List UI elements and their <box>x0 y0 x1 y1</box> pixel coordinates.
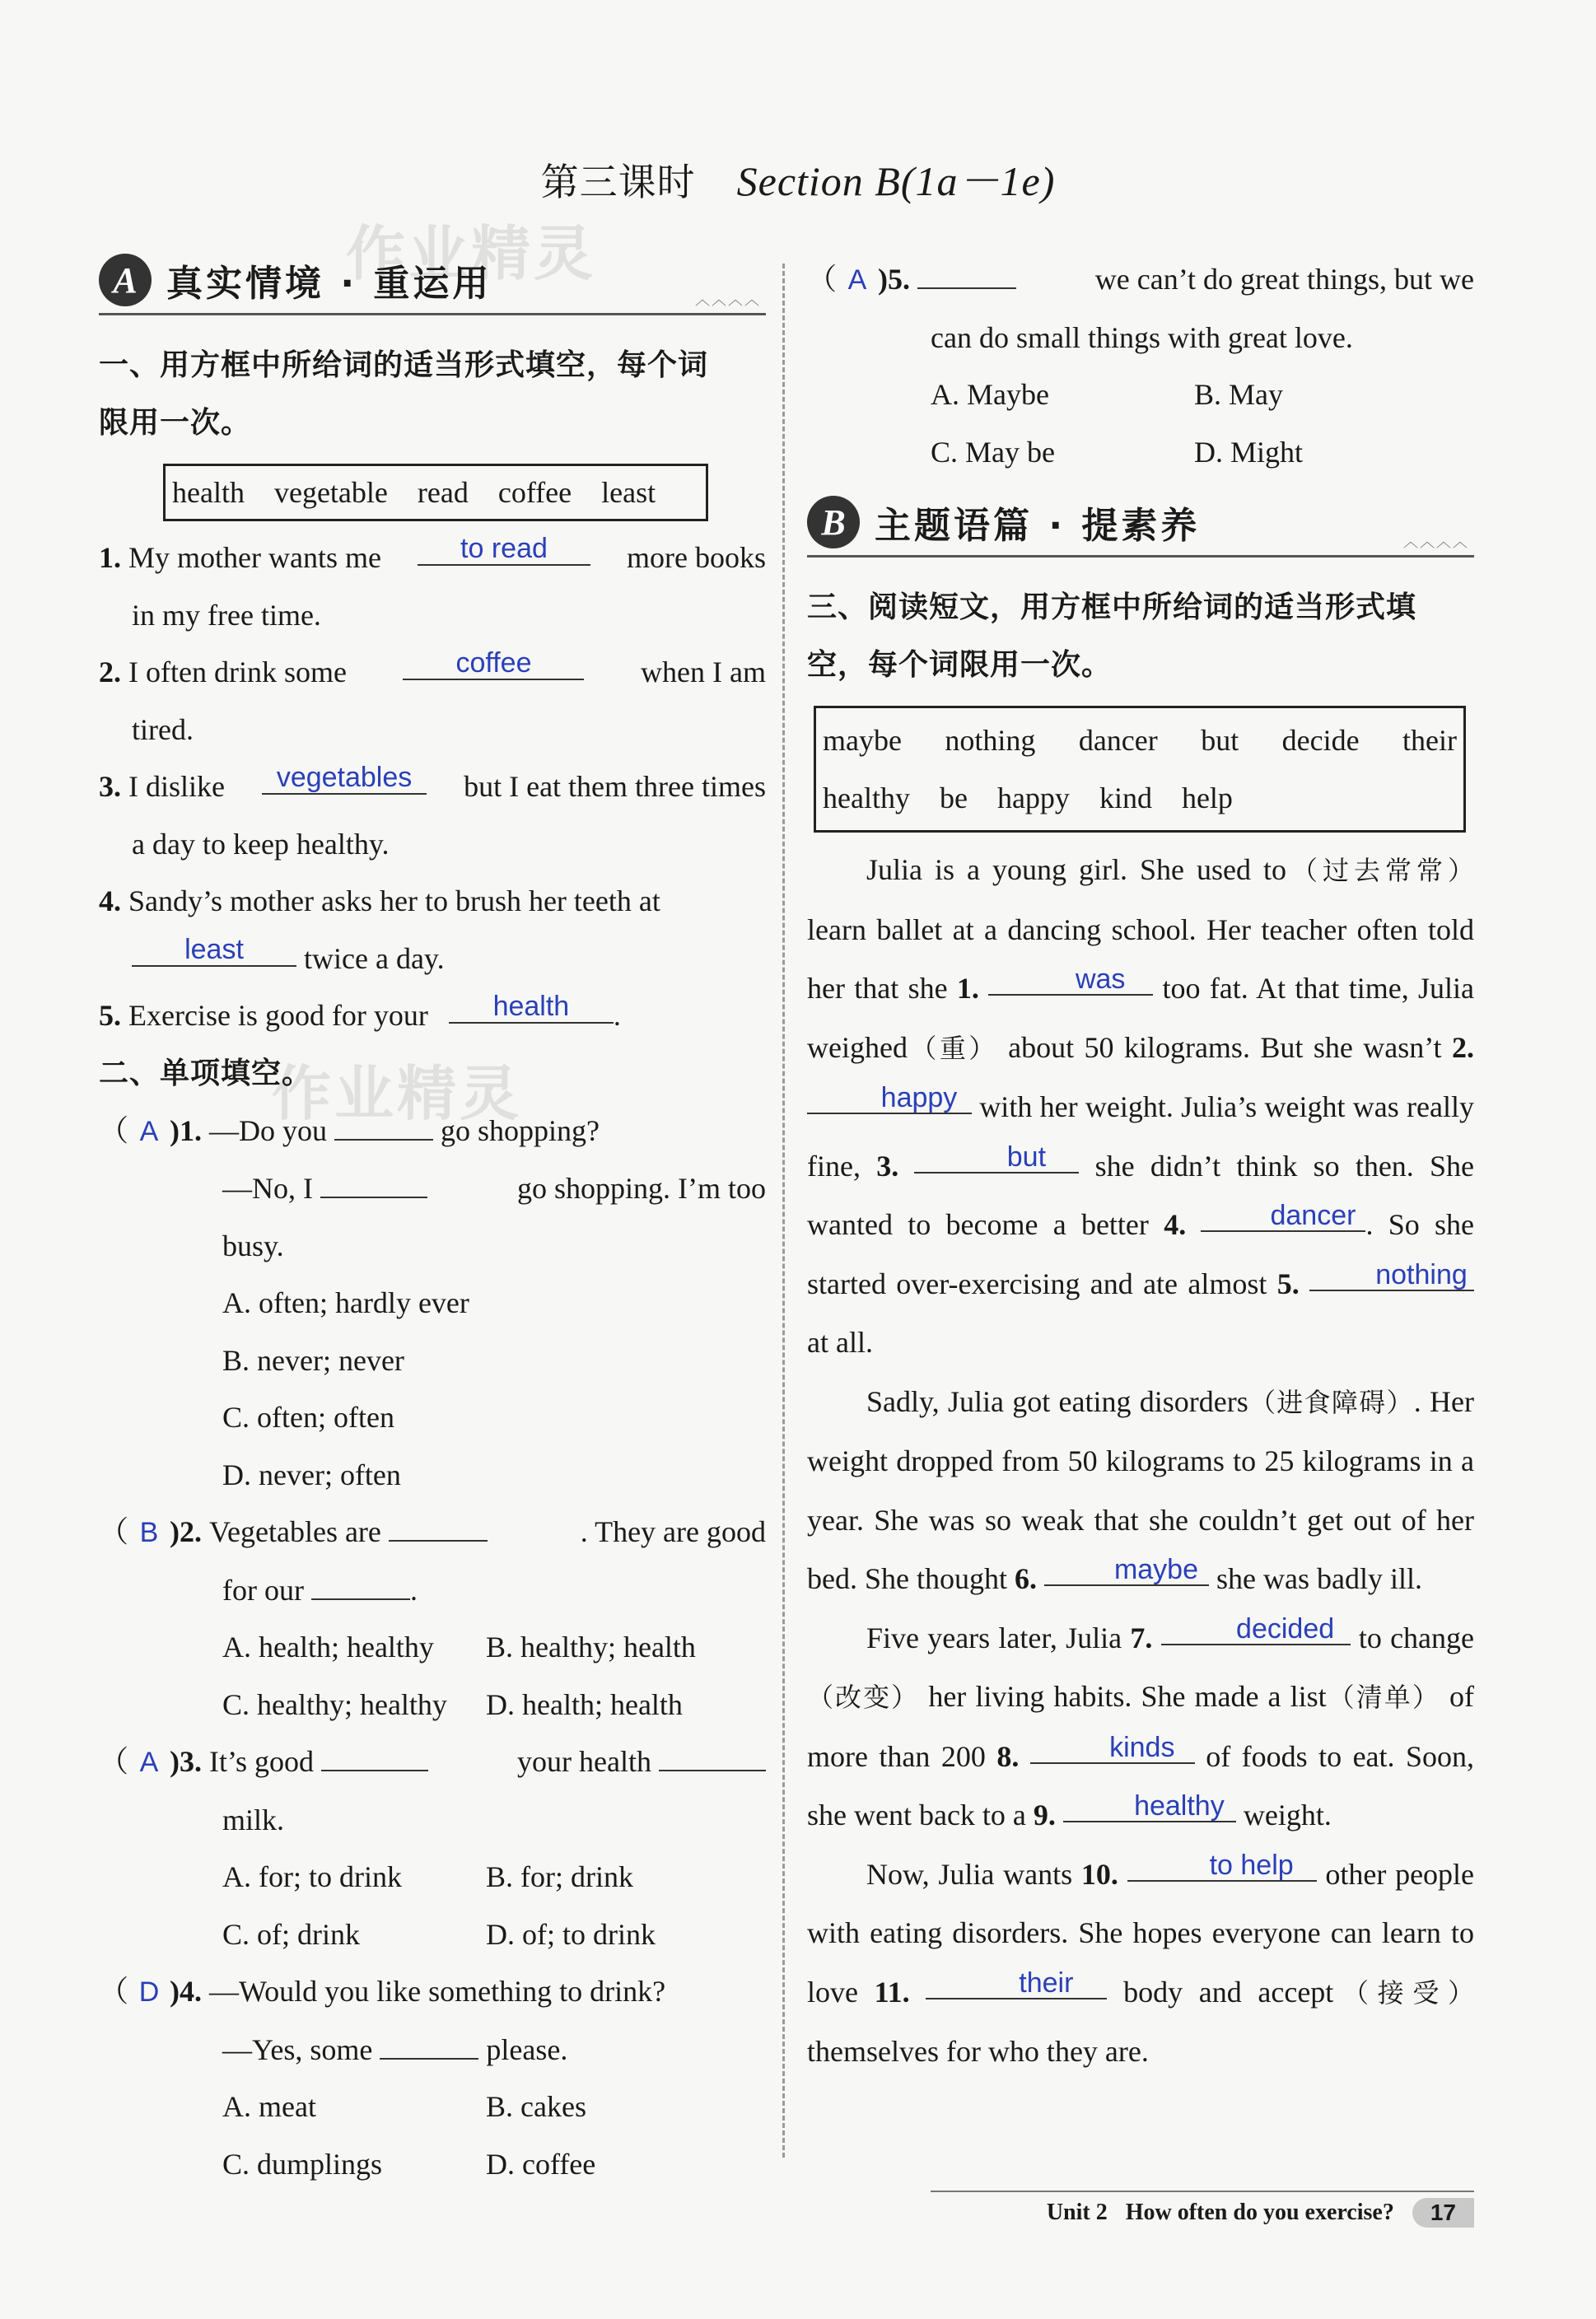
answer-blank-11[interactable] <box>926 1963 1107 1999</box>
question-text: I often drink some <box>128 656 347 688</box>
answer-blank[interactable] <box>380 2023 478 2060</box>
fill-question-3 <box>99 758 766 873</box>
fill-question-5 <box>99 987 766 1045</box>
word: coffee <box>497 476 572 509</box>
passage-paragraph-2 <box>807 1373 1474 1609</box>
passage-text: weight. <box>1243 1799 1332 1831</box>
option[interactable]: A. for; to drink <box>222 1860 402 1893</box>
word: health <box>172 476 245 509</box>
question-text: Sandy’s mother asks her to brush her teeth at <box>128 884 660 917</box>
mc-question-5: （ A )5. we can’t do great things, but we can do small things with great love. A. Maybe B. May C. May be D. Might <box>807 251 1474 481</box>
handwritten-answer: to help <box>1209 1849 1294 1881</box>
answer-blank-8[interactable] <box>1030 1728 1195 1764</box>
answer-blank-10[interactable] <box>1127 1845 1317 1882</box>
gloss: （接受） <box>1333 1976 1475 2009</box>
blank-number: 11. <box>874 1975 910 2009</box>
answer-blank[interactable] <box>403 644 584 680</box>
option[interactable]: C. of; drink <box>222 1917 360 1951</box>
handwritten-choice[interactable]: D <box>138 1976 160 2008</box>
option[interactable]: A. meat <box>222 2090 316 2123</box>
question-text: can do small things with great love. <box>931 320 1353 354</box>
word: dancer <box>1078 724 1158 757</box>
question-number: 4. <box>99 884 121 917</box>
handwritten-answer: was <box>1075 964 1126 995</box>
word: happy <box>996 782 1070 814</box>
handwritten-answer: to read <box>460 533 548 564</box>
question-text: go shopping. I’m too <box>517 1172 766 1205</box>
answer-blank-6[interactable] <box>1044 1550 1209 1586</box>
answer-blank[interactable] <box>389 1505 488 1542</box>
blank-number: 6. <box>1014 1562 1037 1595</box>
passage-text: Julia is a young girl. She used to <box>866 853 1286 886</box>
question-number: 5. <box>99 999 121 1032</box>
blank-number: 3. <box>876 1149 899 1183</box>
fill-question-1 <box>99 530 766 644</box>
section-b-banner <box>807 489 1474 558</box>
question-text: please. <box>486 2032 568 2066</box>
answer-blank[interactable] <box>334 1104 433 1141</box>
answer-blank-7[interactable] <box>1161 1609 1351 1645</box>
answer-blank[interactable] <box>418 530 590 566</box>
fill-question-4 <box>99 873 766 987</box>
question-number: 3. <box>99 770 121 803</box>
option[interactable]: C. healthy; healthy <box>222 1687 447 1721</box>
question-text: go shopping? <box>441 1113 600 1147</box>
mc-question-3: （ A )3. It’s good your health milk. A. for; to drink B. for; drink C. of; drink D. of; to drink <box>99 1733 766 1963</box>
handwritten-answer: their <box>1019 1967 1074 1999</box>
handwritten-answer: but <box>1006 1141 1047 1173</box>
column-divider <box>782 264 785 2158</box>
blank-number: 10. <box>1080 1857 1118 1891</box>
answer-blank[interactable] <box>132 931 296 967</box>
handwritten-answer: least <box>184 933 244 965</box>
blank-number: 1. <box>956 972 979 1005</box>
page-title <box>0 148 1596 208</box>
handwritten-answer: coffee <box>455 647 532 679</box>
watermark: 作业精灵 <box>272 1059 523 1128</box>
option[interactable]: C. May be <box>931 435 1055 469</box>
lesson-title-en: Section B(1a－1e) <box>736 158 1056 204</box>
passage-text: themselves for who they are. <box>807 2035 1149 2068</box>
handwritten-choice[interactable]: B <box>139 1517 159 1548</box>
answer-blank[interactable] <box>659 1735 766 1771</box>
gloss: （改变） <box>807 1682 920 1713</box>
page-number: 17 <box>1412 2198 1474 2228</box>
question-number: 1. <box>99 541 121 574</box>
question-text: My mother wants me <box>128 541 381 574</box>
option[interactable]: D. coffee <box>486 2147 596 2181</box>
option[interactable]: B. healthy; health <box>486 1631 696 1663</box>
part1-heading <box>99 337 766 452</box>
handwritten-answer: vegetables <box>276 762 413 793</box>
word: healthy <box>823 782 910 814</box>
watermark: 作业精灵 <box>346 219 597 288</box>
question-text: . They are good <box>580 1515 766 1548</box>
question-text: when I am <box>641 656 766 688</box>
option[interactable]: C. dumplings <box>222 2147 383 2181</box>
passage-paragraph-1 <box>807 841 1474 1373</box>
question-text: Exercise is good for your <box>128 999 428 1032</box>
answer-blank-1[interactable] <box>988 959 1153 996</box>
word: their <box>1402 724 1457 757</box>
question-text: . <box>409 1573 418 1607</box>
question-number: )5. <box>878 263 911 296</box>
passage-text: too fat. At that time, Julia weighed <box>807 972 1474 1064</box>
question-text: . <box>613 999 621 1032</box>
option[interactable]: B. May <box>1194 378 1283 411</box>
question-text: in my free time. <box>132 598 321 632</box>
word: be <box>939 782 968 814</box>
question-text: —No, I <box>222 1172 313 1205</box>
answer-blank[interactable] <box>917 253 1016 289</box>
mc-question-2: （ B )2. Vegetables are . They are good for our . A. health; healthy B. healthy; health C. healthy; healthy D. health; health <box>99 1504 766 1733</box>
answer-blank[interactable] <box>449 987 614 1024</box>
question-text: —Would you like something to drink? <box>209 1975 666 2008</box>
section-a-badge: A <box>99 254 152 306</box>
word: nothing <box>945 724 1036 757</box>
word: help <box>1181 782 1233 814</box>
page-footer <box>931 2191 1474 2233</box>
question-text: Vegetables are <box>209 1515 381 1548</box>
question-text: your health <box>517 1745 651 1778</box>
answer-blank-3[interactable] <box>914 1137 1079 1173</box>
handwritten-answer: health <box>492 991 570 1022</box>
right-column <box>807 251 1474 2082</box>
blank-number: 7. <box>1130 1621 1153 1654</box>
passage-paragraph-4 <box>807 1845 1474 2082</box>
option[interactable]: B. cakes <box>486 2090 586 2123</box>
passage-text: . Her weight dropped from 50 kilograms to 25 kilograms in a year. She was so weak that she couldn’t get out of her bed. She thought <box>807 1384 1474 1595</box>
footer-title: How often do you exercise? <box>1125 2200 1394 2225</box>
handwritten-answer: happy <box>880 1082 958 1113</box>
option[interactable]: A. often; hardly ever <box>222 1286 469 1319</box>
passage-text: body and accept <box>1123 1975 1334 2009</box>
part2-heading: 二、单项填空。 <box>99 1056 313 1090</box>
answer-blank[interactable] <box>320 1162 427 1198</box>
passage-text: her living habits. She made a list <box>928 1680 1327 1713</box>
handwritten-choice[interactable]: A <box>139 1747 159 1778</box>
blank-number: 8. <box>996 1739 1020 1773</box>
option[interactable]: B. never; never <box>222 1343 404 1377</box>
left-column <box>99 247 766 2193</box>
word-box-1 <box>163 464 708 521</box>
passage-text: of more than 200 <box>807 1680 1474 1773</box>
handwritten-answer: dancer <box>1270 1200 1356 1231</box>
passage-text: she didn’t think so then. She wanted to become a better <box>807 1149 1475 1241</box>
question-text: we can’t do great things, but we <box>1094 263 1474 296</box>
question-text: —Do you <box>209 1113 328 1147</box>
passage-text: to change <box>1358 1621 1475 1654</box>
answer-blank[interactable] <box>321 1735 428 1771</box>
question-text: It’s good <box>209 1745 315 1778</box>
handwritten-answer: kinds <box>1109 1731 1175 1763</box>
section-a-label: 真实情境 · 重运用 <box>166 263 492 305</box>
passage-text: with her weight. Julia’s weight was really fine, <box>807 1090 1475 1183</box>
answer-blank[interactable] <box>262 758 427 795</box>
word: decide <box>1281 724 1360 757</box>
passage-text: about 50 kilograms. But she wasn’t <box>1008 1030 1442 1064</box>
option[interactable]: D. Might <box>1194 435 1304 469</box>
question-number: )4. <box>170 1975 203 2008</box>
option[interactable]: D. never; often <box>222 1458 401 1491</box>
handwritten-choice[interactable]: A <box>139 1115 159 1147</box>
handwritten-answer: decided <box>1236 1612 1335 1645</box>
handwritten-answer: maybe <box>1113 1554 1199 1585</box>
handwritten-choice[interactable]: A <box>847 264 867 296</box>
passage-text: of foods to eat. Soon, she went back to a <box>807 1739 1474 1831</box>
passage-text: . So she started over-exercising and ate almost <box>807 1208 1475 1300</box>
question-text: more books <box>627 541 766 574</box>
question-number: )2. <box>170 1515 203 1548</box>
blank-number: 5. <box>1276 1267 1300 1300</box>
option[interactable]: A. Maybe <box>931 378 1049 411</box>
passage-text: learn ballet at a dancing school. Her teacher often told her that she <box>807 912 1474 1005</box>
gloss: （重） <box>907 1032 998 1064</box>
question-text: tired. <box>132 712 194 746</box>
question-number: )1. <box>170 1113 203 1147</box>
section-b-label: 主题语篇 · 提素养 <box>875 505 1201 547</box>
passage-text: Now, Julia wants <box>866 1857 1073 1891</box>
word: kind <box>1099 782 1152 814</box>
gloss: （进食障碍） <box>1248 1386 1414 1418</box>
word: read <box>417 476 469 509</box>
blank-number: 2. <box>1452 1030 1474 1064</box>
question-text: for our <box>222 1573 304 1607</box>
answer-blank-5[interactable] <box>1309 1255 1474 1291</box>
part3-heading <box>807 579 1474 694</box>
question-text: busy. <box>222 1229 284 1262</box>
option[interactable]: A. health; healthy <box>222 1631 434 1663</box>
word: but <box>1201 724 1239 757</box>
part1-heading-line2: 限用一次。 <box>99 406 252 440</box>
question-text: twice a day. <box>304 941 445 975</box>
option[interactable]: D. of; to drink <box>486 1917 656 1951</box>
part1-heading-line1: 一、用方框中所给词的适当形式填空，每个词 <box>99 348 709 382</box>
lesson-title-cn: 第三课时 <box>540 160 696 204</box>
banner-ticks-icon: ︿︿︿︿ <box>695 292 761 308</box>
answer-blank-2[interactable] <box>807 1078 972 1114</box>
option[interactable]: D. health; health <box>486 1687 683 1721</box>
passage-text: Five years later, Julia <box>866 1621 1122 1654</box>
word-box-2 <box>814 706 1466 833</box>
answer-blank-9[interactable] <box>1063 1786 1236 1822</box>
word: least <box>601 476 656 509</box>
blank-number: 4. <box>1164 1208 1187 1241</box>
word: maybe <box>823 724 902 757</box>
part3-heading-line1: 三、阅读短文，用方框中所给词的适当形式填 <box>807 590 1417 624</box>
handwritten-answer: healthy <box>1134 1790 1225 1822</box>
question-text: a day to keep healthy. <box>132 827 390 861</box>
section-b-badge: B <box>807 496 860 548</box>
mc-question-1: （ A )1. —Do you go shopping? —No, I go shopping. I’m too busy. A. often; hardly ever B. never; never C. often; often D. never; often <box>99 1103 766 1505</box>
passage-text: at all. <box>807 1326 873 1359</box>
blank-number: 9. <box>1033 1799 1056 1831</box>
part3-heading-line2: 空，每个词限用一次。 <box>807 648 1113 682</box>
question-text: —Yes, some <box>222 2032 373 2066</box>
mc-question-4: （ D )4. —Would you like something to drink? —Yes, some please. A. meat B. cakes C. dumplings D. coffee <box>99 1963 766 2193</box>
word: vegetable <box>273 476 388 509</box>
question-number: 2. <box>99 656 121 688</box>
option[interactable]: B. for; drink <box>486 1860 633 1893</box>
section-a-banner <box>99 247 766 315</box>
question-number: )3. <box>170 1745 203 1778</box>
gloss: （过去常常） <box>1286 855 1474 886</box>
handwritten-answer: nothing <box>1375 1258 1468 1290</box>
banner-ticks-icon: ︿︿︿︿ <box>1403 534 1469 550</box>
answer-blank-4[interactable] <box>1201 1196 1365 1232</box>
footer-unit: Unit 2 <box>1046 2200 1108 2225</box>
option[interactable]: C. often; often <box>222 1401 394 1434</box>
answer-blank[interactable] <box>311 1564 410 1600</box>
passage-text: she was badly ill. <box>1216 1562 1422 1595</box>
passage-paragraph-3 <box>807 1609 1474 1845</box>
passage-text: Sadly, Julia got eating disorders <box>866 1384 1248 1418</box>
question-text: but I eat them three times <box>464 770 766 803</box>
question-text: I dislike <box>128 770 225 803</box>
question-text: milk. <box>222 1803 285 1836</box>
passage-text: other people with eating disorders. She hopes everyone can learn to love <box>807 1857 1475 2009</box>
gloss: （清单） <box>1326 1682 1440 1713</box>
fill-question-2 <box>99 644 766 758</box>
